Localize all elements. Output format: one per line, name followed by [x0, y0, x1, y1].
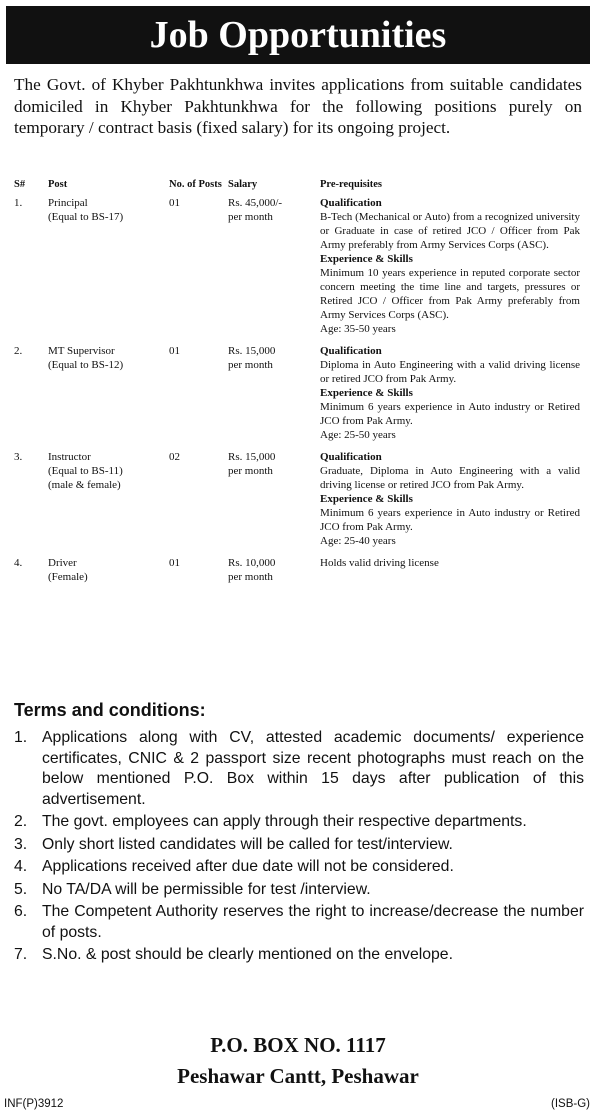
- list-item: [14, 812, 584, 833]
- age-text: Age: 25-50 years: [320, 429, 396, 441]
- experience-heading: Experience & Skills: [320, 253, 413, 265]
- qualification-text: Graduate, Diploma in Auto Engineering with a valid driving license or retired JCO from Pak Army.: [320, 465, 580, 491]
- post-grade: (Equal to BS-11): [48, 465, 123, 477]
- qualification-heading: Qualification: [320, 345, 382, 357]
- table-header-row: [14, 178, 584, 196]
- term-text: The Competent Authority reserves the right to increase/decrease the number of posts.: [42, 903, 584, 941]
- term-number: 2.: [14, 813, 28, 830]
- cell-salary: [228, 344, 320, 450]
- address: Peshawar Cantt, Peshawar: [177, 1064, 419, 1088]
- post-grade: (Equal to BS-17): [48, 211, 124, 223]
- post-title: Driver: [48, 557, 77, 569]
- post-title: Principal: [48, 197, 88, 209]
- prereq-text: Holds valid driving license: [320, 557, 439, 569]
- cell-posts: 02: [169, 451, 180, 463]
- term-number: 6.: [14, 903, 28, 920]
- terms-heading: Terms and conditions:: [14, 700, 206, 720]
- list-item: [14, 902, 584, 943]
- experience-heading: Experience & Skills: [320, 493, 413, 505]
- cell-post: [48, 196, 169, 344]
- cell-salary: [228, 196, 320, 344]
- experience-text: Minimum 6 years experience in Auto industry or Retired JCO from Pak Army.: [320, 401, 580, 427]
- cell-post: [48, 556, 169, 592]
- qualification-heading: Qualification: [320, 197, 382, 209]
- post-grade: (Female): [48, 571, 88, 583]
- list-item: [14, 880, 584, 901]
- header-posts: No. of Posts: [169, 179, 222, 190]
- salary-period: per month: [228, 571, 273, 583]
- salary-period: per month: [228, 211, 273, 223]
- cell-prereq: [320, 196, 584, 344]
- cell-posts: 01: [169, 345, 180, 357]
- salary-amount: Rs. 45,000/-: [228, 197, 283, 209]
- list-item: [14, 857, 584, 878]
- age-text: Age: 25-40 years: [320, 535, 396, 547]
- salary-period: per month: [228, 359, 273, 371]
- cell-post: [48, 344, 169, 450]
- salary-amount: Rs. 15,000: [228, 345, 276, 357]
- term-number: 1.: [14, 729, 28, 746]
- po-box: P.O. BOX NO. 1117: [210, 1033, 386, 1057]
- post-title: MT Supervisor: [48, 345, 115, 357]
- jobs-table: [14, 178, 584, 592]
- intro-paragraph: The Govt. of Khyber Pakhtunkhwa invites applications from suitable candidates domiciled in Khyber Pakhtunkhwa for the following positions purely on temporary / contract basis (fixed salary) for its ongoing project.: [14, 75, 582, 137]
- page-title: Job Opportunities: [6, 6, 590, 64]
- post-gender: (male & female): [48, 479, 121, 491]
- header-prereq: Pre-requisites: [320, 179, 383, 190]
- post-title: Instructor: [48, 451, 91, 463]
- term-number: 4.: [14, 858, 28, 875]
- cell-sno: 4.: [14, 557, 23, 569]
- qualification-text: B-Tech (Mechanical or Auto) from a recognized university or Graduate in case of retired JCO / Officer from Pak Army preferably from Army Services Corps (ASC).: [320, 211, 580, 251]
- list-item: [14, 945, 584, 966]
- age-text: Age: 35-50 years: [320, 323, 396, 335]
- salary-amount: Rs. 15,000: [228, 451, 276, 463]
- salary-amount: Rs. 10,000: [228, 557, 276, 569]
- post-grade: (Equal to BS-12): [48, 359, 124, 371]
- term-text: Applications along with CV, attested academic documents/ experience certificates, CNIC & 2 passport size recent photographs must reach on the below mentioned P.O. Box within 15 days after publication of this advertisement.: [42, 729, 584, 808]
- terms-list: [14, 728, 584, 968]
- qualification-text: Diploma in Auto Engineering with a valid driving license or retired JCO from Pak Army.: [320, 359, 580, 385]
- experience-heading: Experience & Skills: [320, 387, 413, 399]
- salary-period: per month: [228, 465, 273, 477]
- term-number: 5.: [14, 880, 28, 898]
- header-sno: S#: [14, 179, 26, 190]
- term-text: Only short listed candidates will be called for test/interview.: [42, 835, 453, 853]
- experience-text: Minimum 10 years experience in reputed corporate sector concern meeting the time line and targets, pressures or Retired JCO / Officer from Pak Army preferably from Army Services Corps (ASC).: [320, 267, 580, 321]
- table-row: [14, 344, 584, 450]
- cell-prereq: [320, 556, 584, 592]
- term-text: Applications received after due date will not be considered.: [42, 858, 454, 875]
- term-text: S.No. & post should be clearly mentioned on the envelope.: [42, 946, 453, 963]
- experience-text: Minimum 6 years experience in Auto industry or Retired JCO from Pak Army.: [320, 507, 580, 533]
- cell-posts: 01: [169, 557, 180, 569]
- header-post: Post: [48, 179, 68, 190]
- cell-post: [48, 450, 169, 556]
- cell-prereq: [320, 344, 584, 450]
- list-item: [14, 728, 584, 810]
- cell-sno: 2.: [14, 345, 23, 357]
- term-number: 7.: [14, 946, 28, 963]
- cell-posts: 01: [169, 197, 180, 209]
- term-text: The govt. employees can apply through their respective departments.: [42, 813, 527, 830]
- cell-sno: 3.: [14, 451, 23, 463]
- cell-prereq: [320, 450, 584, 556]
- header-salary: Salary: [228, 179, 258, 190]
- table-row: [14, 196, 584, 344]
- table-row: [14, 450, 584, 556]
- term-text: No TA/DA will be permissible for test /interview.: [42, 880, 371, 898]
- table-row: [14, 556, 584, 592]
- cell-salary: [228, 450, 320, 556]
- footer-reference: INF(P)3912: [4, 1098, 64, 1110]
- cell-salary: [228, 556, 320, 592]
- term-number: 3.: [14, 835, 28, 853]
- footer-code: (ISB-G): [551, 1098, 590, 1110]
- qualification-heading: Qualification: [320, 451, 382, 463]
- list-item: [14, 835, 584, 856]
- cell-sno: 1.: [14, 197, 23, 209]
